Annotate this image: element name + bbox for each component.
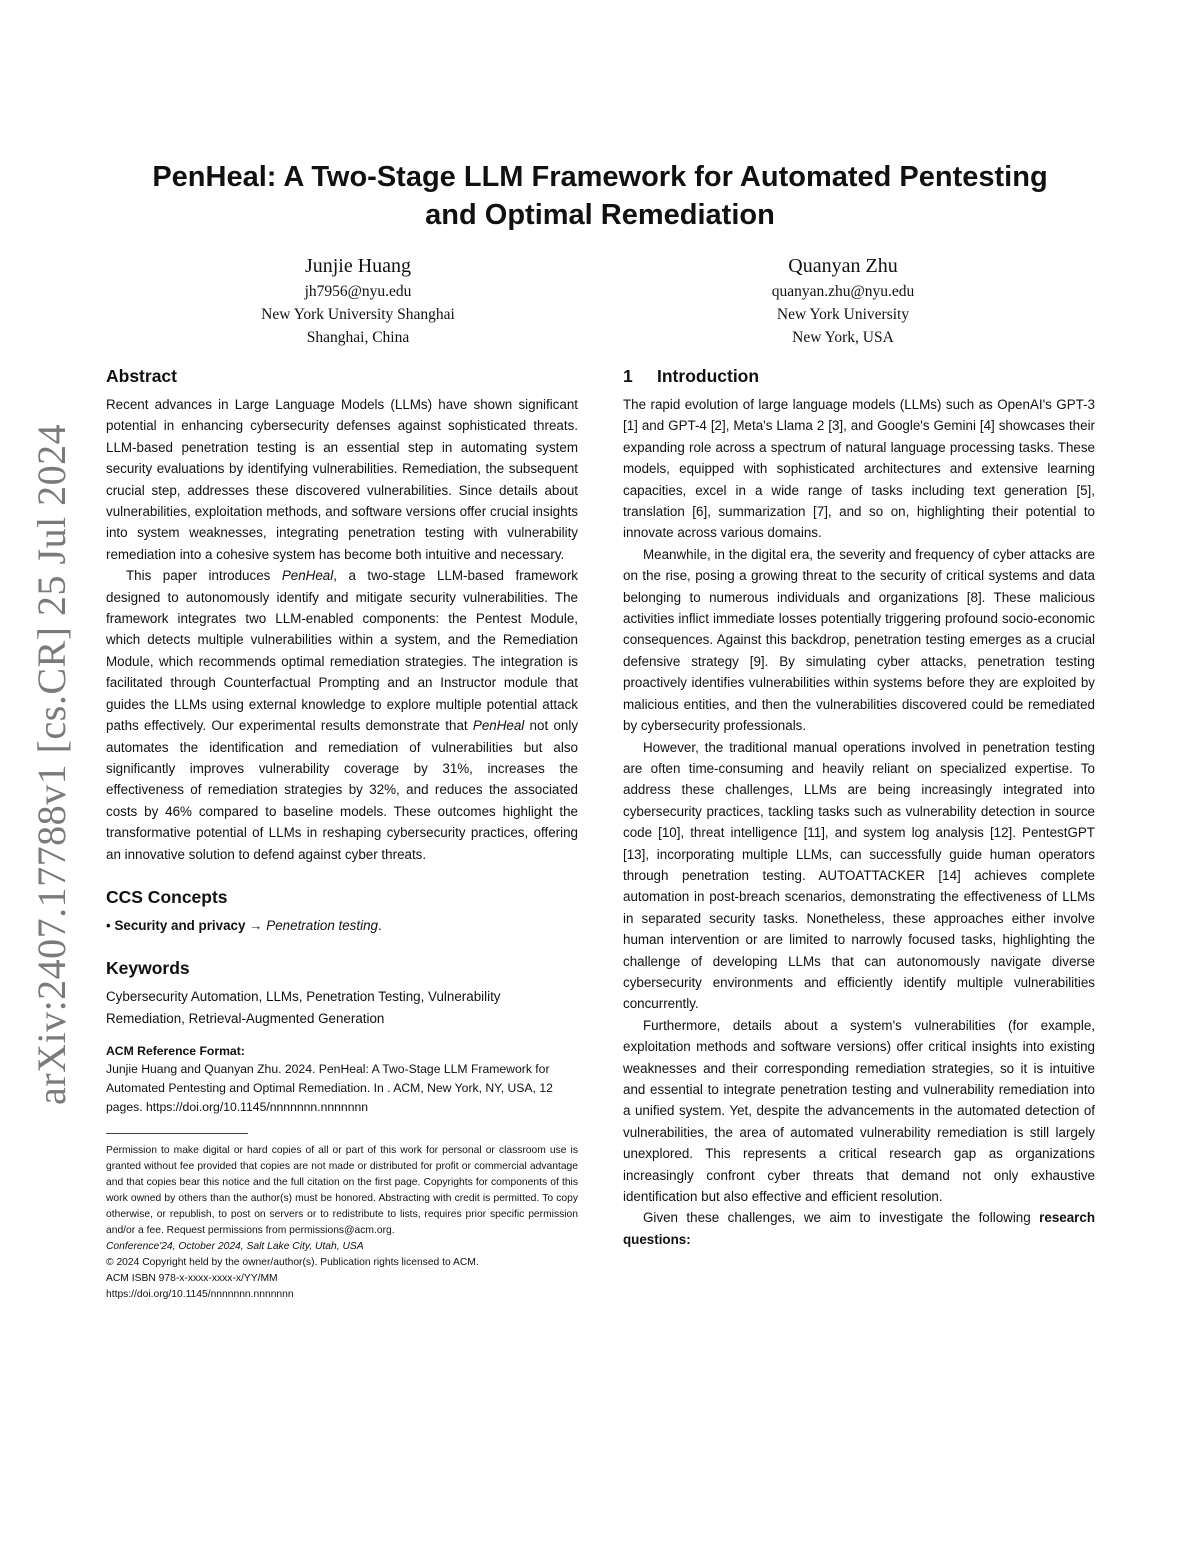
right-column [623, 364, 1095, 1250]
author-affiliation: New York University Shanghai [261, 306, 455, 323]
section-title: Introduction [657, 366, 760, 386]
keywords-text: Cybersecurity Automation, LLMs, Penetration Testing, Vulnerability Remediation, Retrieval-Augmented Generation [106, 989, 501, 1026]
keywords-heading: Keywords [106, 958, 190, 979]
research-questions-bold: research questions: [623, 1210, 1095, 1247]
author-block-1 [158, 252, 558, 349]
abstract-paragraph-2: This paper introduces PenHeal, a two-stage LLM-based framework designed to autonomously identify and mitigate security vulnerabilities. The framework integrates two LLM-enabled components: the Pentest Module, which detects multiple vulnerabilities within a system, and the Remediation Module, which recommends optimal remediation strategies. The integration is facilitated through Counterfactual Prompting and an Instructor module that guides the LLMs using external knowledge to explore multiple potential attack paths effectively. Our experimental results demonstrate that PenHeal not only automates the identification and remediation of vulnerabilities but also significantly improves vulnerability coverage by 31%, increases the effectiveness of remediation strategies by 32%, and reduces the associated costs by 46% compared to baseline models. These outcomes highlight the transformative potential of LLMs in reshaping cybersecurity practices, offering an innovative solution to defend against cyber threats. [106, 568, 579, 862]
ccs-category: Security and privacy [114, 917, 246, 933]
author-block-2 [643, 252, 1043, 349]
acm-reference-heading: ACM Reference Format: [106, 1044, 245, 1059]
acm-reference-text: Junjie Huang and Quanyan Zhu. 2024. PenHeal: A Two-Stage LLM Framework for Automated Pentesting and Optimal Remediation. In . ACM, New York, NY, USA, 12 pages. https://doi.org/10.1145/nnnnnnn.nnnnnnn [106, 1062, 553, 1115]
abstract-heading: Abstract [106, 366, 177, 386]
intro-paragraph-3: However, the traditional manual operations involved in penetration testing are often time-consuming and heavily reliant on specialized expertise. To address these challenges, LLMs are being increasingly integrated into cybersecurity practices, tackling tasks such as vulnerability detection in source code [10], threat intelligence [11], and system log analysis [12]. PentestGPT [13], incorporating multiple LLMs, can successfully guide human operators through penetration testing. AUTOATTACKER [14] achieves complete automation in post-breach scenarios, demonstrating the effectiveness of LLMs in separated security tasks. Nonetheless, these approaches either involve human intervention or are limited to narrowly focused tasks, highlighting the challenge of developing LLMs that can autonomously navigate diverse cybersecurity environments and efficiently identify multiple vulnerabilities concurrently. [623, 739, 1095, 1012]
isbn-line: ACM ISBN 978-x-xxxx-xxxx-x/YY/MM [106, 1273, 278, 1285]
intro-paragraph-5: Given these challenges, we aim to investigate the following research questions: [623, 1210, 1095, 1247]
section-number: 1 [623, 366, 633, 386]
title-line-1: PenHeal: A Two-Stage LLM Framework for Automated Pentesting [152, 161, 1048, 193]
author-name: Quanyan Zhu [788, 255, 898, 277]
doi-link[interactable]: https://doi.org/10.1145/nnnnnnn.nnnnnnn [106, 1289, 294, 1301]
footnote-rule [106, 1133, 248, 1134]
intro-paragraph-2: Meanwhile, in the digital era, the severity and frequency of cyber attacks are on the rise, posing a growing threat to the security of critical systems and data belonging to numerous individuals and organizations [8]. These malicious activities inflict immediate losses potentially triggering profound socio-economic consequences. Against this backdrop, penetration testing emerges as a crucial defensive strategy [9]. By simulating cyber attacks, penetration testing proactively identifies vulnerabilities within systems before they are exploited by malicious entities, and then the vulnerabilities discovered could be remediated by cybersecurity professionals. [623, 546, 1095, 734]
ccs-concept: Penetration testing [266, 917, 378, 933]
author-location: New York, USA [792, 329, 894, 346]
permission-notice: Permission to make digital or hard copies of all or part of this work for personal or classroom use is granted without fee provided that copies are not made or distributed for profit or commercial advantage and that copies bear this notice and the full citation on the first page. Copyrights for components of this work owned by others than the author(s) must be honored. Abstracting with credit is permitted. To copy otherwise, or republish, to post on servers or to redistribute to lists, requires prior specific permission and/or a fee. Request permissions from permissions@acm.org. [106, 1145, 578, 1237]
author-email[interactable]: jh7956@nyu.edu [304, 283, 412, 300]
author-affiliation: New York University [776, 306, 910, 323]
intro-paragraph-4: Furthermore, details about a system's vulnerabilities (for example, exploitation methods and software versions) offer critical insights into existing weaknesses and their corresponding remediation strategies, so it is intuitive and essential to integrate penetration testing and vulnerability remediation into a unified system. Yet, despite the advancements in the automated detection of vulnerabilities, the area of automated vulnerability remediation is still largely unexplored. This represents a critical research gap as organizations increasingly confront cyber threats that demand not only exhaustive identification but also effective and efficient resolution. [623, 1017, 1095, 1205]
ccs-concepts-line: • Security and privacy → Penetration testing. [106, 917, 382, 933]
intro-paragraph-1: The rapid evolution of large language models (LLMs) such as OpenAI's GPT-3 [1] and GPT-4 [2], Meta's Llama 2 [3], and Google's Gemini [4] showcases their expanding role across a spectrum of natural language processing tasks. These models, equipped with sophisticated architectures and extensive learning capacities, excel in a wide range of tasks including text generation [5], translation [6], summarization [7], and so on, highlighting their potential to innovate across various domains. [623, 397, 1095, 541]
left-column [106, 364, 578, 1303]
arxiv-identifier-stamp: arXiv:2407.17788v1 [cs.CR] 25 Jul 2024 [29, 423, 74, 1105]
author-email[interactable]: quanyan.zhu@nyu.edu [771, 283, 915, 300]
ccs-concepts-heading: CCS Concepts [106, 886, 228, 907]
introduction-heading [623, 364, 1095, 388]
system-name-emphasis: PenHeal [281, 568, 334, 584]
system-name-emphasis: PenHeal [472, 718, 525, 734]
copyright-notice: © 2024 Copyright held by the owner/author(s). Publication rights licensed to ACM. [106, 1257, 479, 1269]
paper-title [100, 158, 1100, 234]
author-location: Shanghai, China [306, 329, 410, 346]
conference-info: Conference'24, October 2024, Salt Lake City, Utah, USA [106, 1241, 364, 1253]
author-name: Junjie Huang [304, 255, 412, 277]
title-line-2: and Optimal Remediation [425, 199, 775, 231]
abstract-paragraph-1: Recent advances in Large Language Models (LLMs) have shown significant potential in enhancing cybersecurity defenses against sophisticated threats. LLM-based penetration testing is an essential step in automating system security evaluations by identifying vulnerabilities. Remediation, the subsequent crucial step, addresses these discovered vulnerabilities. Since details about vulnerabilities, exploitation methods, and software versions offer crucial insights into system weaknesses, integrating penetration testing with vulnerability remediation into a cohesive system has become both intuitive and necessary. [106, 397, 578, 562]
